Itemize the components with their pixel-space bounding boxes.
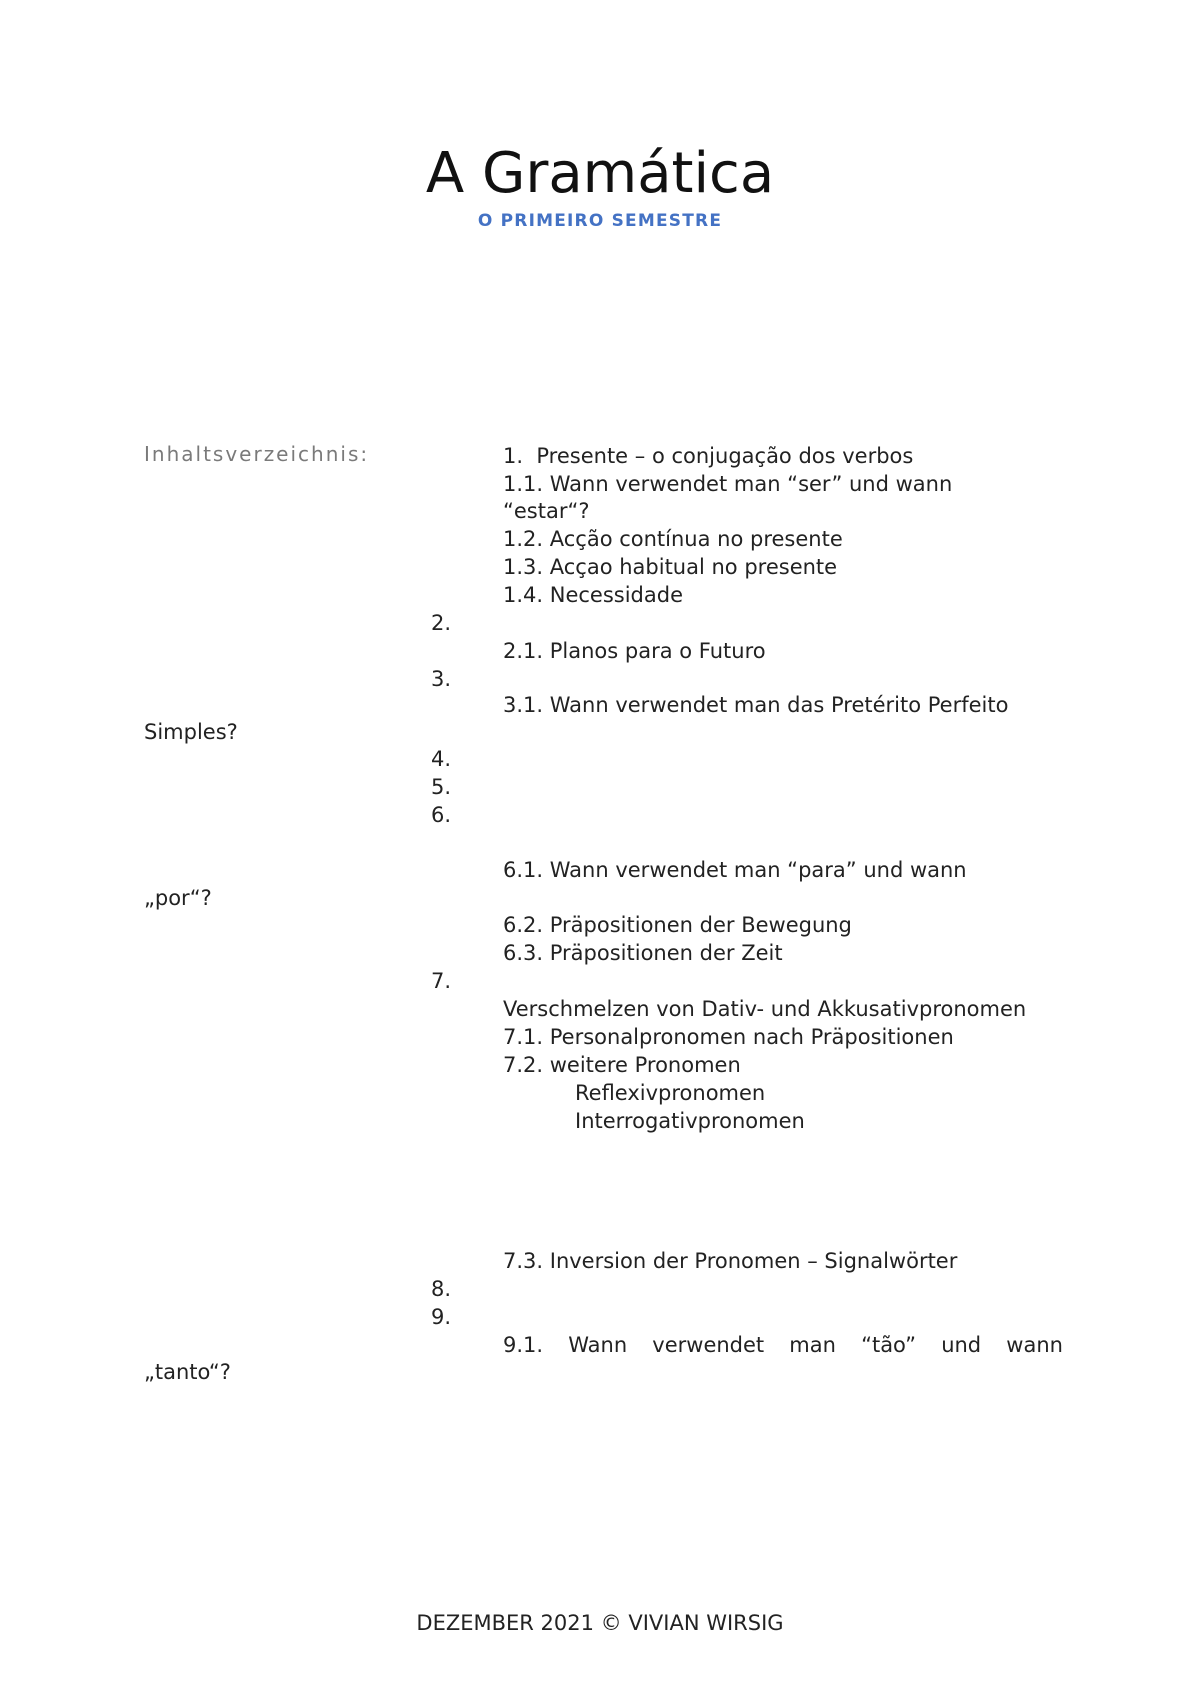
toc-number-3: 3. bbox=[431, 667, 452, 691]
toc-entry-6-1: 6.1. Wann verwendet man “para” und wann bbox=[503, 858, 967, 882]
toc-word: Wann bbox=[568, 1333, 628, 1357]
toc-entry-6-3: 6.3. Präpositionen der Zeit bbox=[503, 941, 783, 965]
toc-number-8: 8. bbox=[431, 1277, 452, 1301]
toc-entry-9-1-continued: „tanto“? bbox=[144, 1360, 231, 1384]
toc-number-5: 5. bbox=[431, 775, 452, 799]
toc-entry-7-1: 7.1. Personalpronomen nach Präpositionen bbox=[503, 1025, 954, 1049]
toc-word: und bbox=[941, 1333, 982, 1357]
toc-number-4: 4. bbox=[431, 747, 452, 771]
toc-entry-7: Verschmelzen von Dativ- und Akkusativpronomen bbox=[503, 997, 1027, 1021]
toc-word: verwendet bbox=[652, 1333, 765, 1357]
toc-entry-1: 1. Presente – o conjugação dos verbos bbox=[503, 444, 914, 468]
toc-entry-7-2-interrogative: Interrogativpronomen bbox=[575, 1109, 805, 1133]
toc-entry-7-3: 7.3. Inversion der Pronomen – Signalwörter bbox=[503, 1249, 958, 1273]
toc-number-6: 6. bbox=[431, 803, 452, 827]
toc-entry-1-4: 1.4. Necessidade bbox=[503, 583, 684, 607]
toc-entry-1-2: 1.2. Acção contínua no presente bbox=[503, 527, 843, 551]
document-title: A Gramática bbox=[425, 141, 775, 206]
toc-entry-3-1-continued: Simples? bbox=[144, 720, 238, 744]
toc-entry-6-1-continued: „por“? bbox=[144, 886, 212, 910]
toc-number-9: 9. bbox=[431, 1305, 452, 1329]
toc-word: 9.1. bbox=[503, 1333, 544, 1357]
toc-entry-1-1-continued: “estar“? bbox=[503, 499, 590, 523]
toc-entry-6-2: 6.2. Präpositionen der Bewegung bbox=[503, 913, 852, 937]
toc-word: man bbox=[789, 1333, 836, 1357]
toc-entry-1-3: 1.3. Acçao habitual no presente bbox=[503, 555, 838, 579]
toc-entry-1-1: 1.1. Wann verwendet man “ser” und wann bbox=[503, 472, 953, 496]
document-subtitle: O PRIMEIRO SEMESTRE bbox=[477, 211, 723, 231]
toc-entry-3-1: 3.1. Wann verwendet man das Pretérito Perfeito bbox=[503, 693, 1009, 717]
toc-word: wann bbox=[1006, 1333, 1063, 1357]
toc-entry-2-1: 2.1. Planos para o Futuro bbox=[503, 639, 766, 663]
toc-entry-7-2: 7.2. weitere Pronomen bbox=[503, 1053, 741, 1077]
document-footer: DEZEMBER 2021 © VIVIAN WIRSIG bbox=[416, 1611, 784, 1635]
toc-word: “tão” bbox=[861, 1333, 917, 1357]
toc-entry-9-1 bbox=[503, 1331, 1063, 1359]
toc-number-2: 2. bbox=[431, 611, 452, 635]
toc-entry-7-2-reflexive: Reflexivpronomen bbox=[575, 1081, 766, 1105]
toc-label: Inhaltsverzeichnis: bbox=[144, 442, 370, 466]
toc-number-7: 7. bbox=[431, 969, 452, 993]
